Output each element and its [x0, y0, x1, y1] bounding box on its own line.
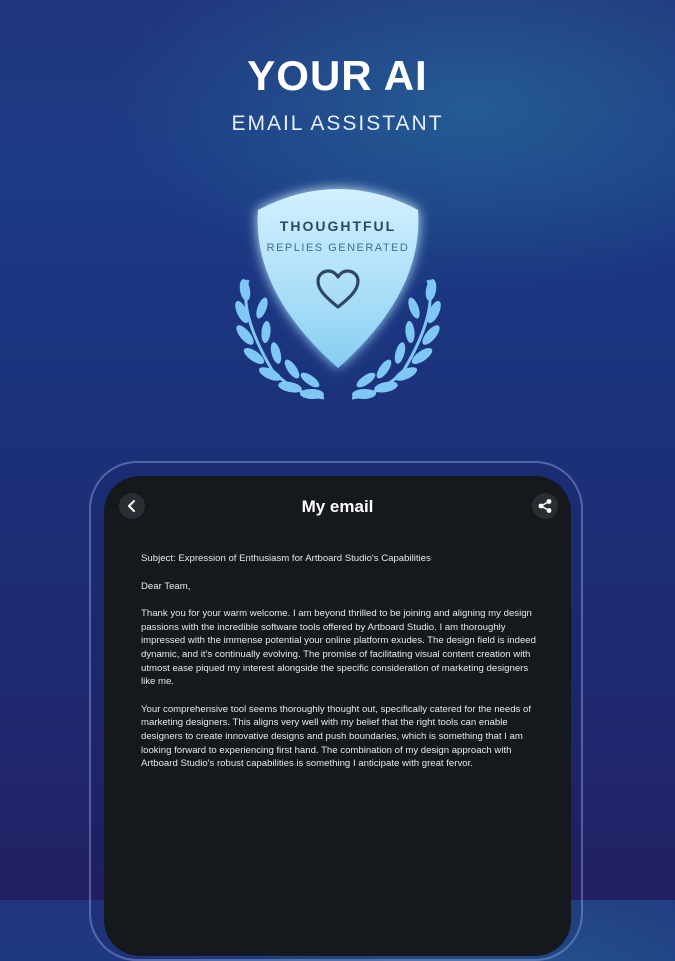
- achievement-badge: [228, 172, 448, 412]
- page-title: My email: [301, 497, 374, 516]
- heart-icon: [314, 268, 362, 312]
- email-greeting: Dear Team,: [141, 580, 191, 592]
- badge-title: THOUGHTFUL: [279, 218, 397, 234]
- email-body: [141, 552, 536, 785]
- badge-subtitle: REPLIES GENERATED: [266, 242, 410, 254]
- hero-subtitle: EMAIL ASSISTANT: [231, 112, 444, 135]
- phone-screen: [104, 476, 571, 956]
- email-paragraph: Thank you for your warm welcome. I am beyond thrilled to be joining and aligning my design passions with the incredible software tools offered by Artboard Studio. I am thoroughly impressed with the immense potential your online platform exudes. The design field is indeed dynamic, and it's continually evolving. The promise of facilitating visual content creation with utmost ease piqued my interest alongside the specific consideration of marketing designers like me.: [141, 608, 536, 688]
- hero-title: YOUR AI: [247, 52, 428, 99]
- email-paragraph: Your comprehensive tool seems thoroughly thought out, specifically catered for the needs of marketing designers. This aligns very well with my belief that the right tools can enable designers to create innovative designs and push boundaries, which is something that I am looking forward to experiencing first hand. The combination of my design approach with Artboard Studio's robust capabilities is something I anticipate with great fervor.: [141, 703, 532, 770]
- email-subject: Subject: Expression of Enthusiasm for Artboard Studio's Capabilities: [141, 553, 431, 564]
- app-header: [104, 476, 571, 536]
- share-icon: [532, 493, 558, 519]
- share-button[interactable]: [532, 493, 558, 519]
